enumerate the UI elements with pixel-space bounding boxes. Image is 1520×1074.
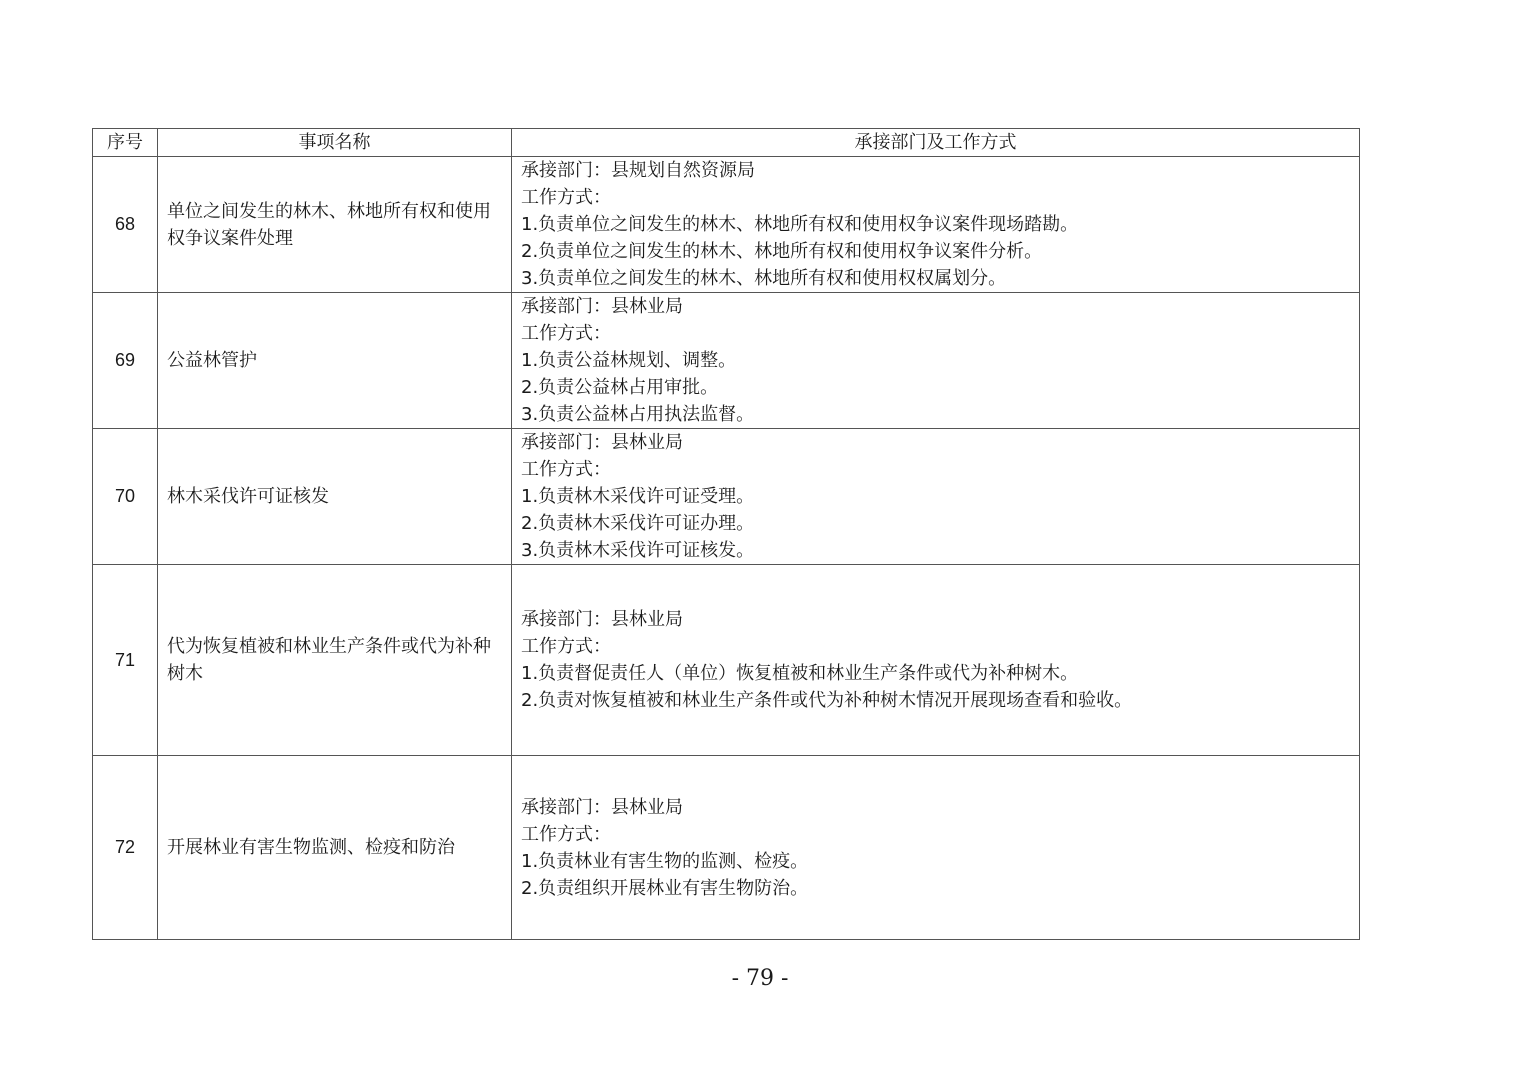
row-detail [512,157,1360,293]
method-item: 3.负责单位之间发生的林木、林地所有权和使用权权属划分。 [521,268,1007,289]
document-table-container [92,128,1359,940]
row-detail [512,756,1360,940]
table-row [93,565,1360,756]
department-line: 承接部门：县林业局 [521,609,683,630]
method-item: 2.负责单位之间发生的林木、林地所有权和使用权争议案件分析。 [521,241,1043,262]
header-name: 事项名称 [158,129,512,157]
row-seq: 72 [93,756,158,940]
method-label: 工作方式： [521,636,611,657]
row-name: 林木采伐许可证核发 [158,429,512,565]
row-name: 单位之间发生的林木、林地所有权和使用权争议案件处理 [158,157,512,293]
table-row [93,429,1360,565]
header-seq: 序号 [93,129,158,157]
department-line: 承接部门：县林业局 [521,432,683,453]
method-item: 1.负责林木采伐许可证受理。 [521,486,755,507]
method-item: 3.负责公益林占用执法监督。 [521,404,755,425]
method-item: 1.负责督促责任人（单位）恢复植被和林业生产条件或代为补种树木。 [521,663,1079,684]
row-name: 开展林业有害生物监测、检疫和防治 [158,756,512,940]
department-line: 承接部门：县林业局 [521,796,683,818]
table-row [93,157,1360,293]
row-name: 公益林管护 [158,293,512,429]
method-item: 2.负责林木采伐许可证办理。 [521,513,755,534]
row-seq: 71 [93,565,158,756]
row-name: 代为恢复植被和林业生产条件或代为补种树木 [158,565,512,756]
row-detail [512,429,1360,565]
page-number: - 79 - [731,966,789,991]
row-seq: 68 [93,157,158,293]
department-line: 承接部门：县林业局 [521,296,683,317]
row-seq: 70 [93,429,158,565]
department-line: 承接部门：县规划自然资源局 [521,160,755,181]
method-item: 1.负责单位之间发生的林木、林地所有权和使用权争议案件现场踏勘。 [521,214,1079,235]
table-row [93,293,1360,429]
method-item: 2.负责公益林占用审批。 [521,377,719,398]
method-label: 工作方式： [521,187,611,208]
row-seq: 69 [93,293,158,429]
method-item: 2.负责组织开展林业有害生物防治。 [521,877,809,899]
task-table [92,128,1360,940]
row-detail [512,565,1360,756]
method-item: 3.负责林木采伐许可证核发。 [521,540,755,561]
method-label: 工作方式： [521,323,611,344]
method-item: 1.负责公益林规划、调整。 [521,350,737,371]
table-row [93,756,1360,940]
method-label: 工作方式： [521,459,611,480]
method-item: 2.负责对恢复植被和林业生产条件或代为补种树木情况开展现场查看和验收。 [521,690,1133,711]
row-detail [512,293,1360,429]
method-item: 1.负责林业有害生物的监测、检疫。 [521,850,809,872]
method-label: 工作方式： [521,823,611,845]
table-header-row [93,129,1360,157]
header-detail: 承接部门及工作方式 [512,129,1360,157]
